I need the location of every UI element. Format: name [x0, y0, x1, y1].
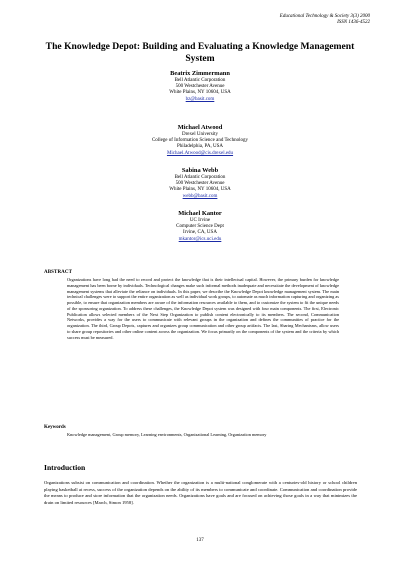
introduction-text: Organizations subsist on communication and coordination. Whether the organization is a multi-national conglomerate with a centuries-old history or school children playing basketball at recess, success of the organization depends on the ability of its members to communicate and coordinate. Communication and coordination provide the means to produce and store information that the organization needs. Organizations have goals and are focused on achieving those goals in a way that minimizes the drain on limited resources [March, Simon 1958].	[44, 480, 357, 505]
affiliation-line: Philadelphia, PA, USA	[177, 144, 223, 150]
author-block	[60, 70, 340, 103]
author-name: Beatrix Zimmermann	[170, 70, 230, 77]
running-head	[280, 14, 370, 27]
author-name: Michael Kantor	[178, 210, 222, 217]
author-block	[60, 124, 340, 157]
issn: ISSN 1436-4522	[337, 20, 370, 26]
affiliation-line: College of Information Science and Technology	[151, 138, 249, 144]
affiliation-line: White Plains, NY 10604, USA	[169, 90, 231, 96]
author-email-link[interactable]: mkantor@ics.uci.edu	[178, 236, 222, 242]
affiliation-line: Bell Atlantic Corporation	[174, 175, 226, 180]
author-name: Michael Atwood	[177, 124, 223, 131]
author-block	[60, 167, 340, 200]
affiliation-line: Drexel University	[182, 132, 218, 137]
author-email-link[interactable]: webb@basit.com	[182, 193, 218, 199]
affiliation-line: White Plains, NY 10604, USA	[169, 187, 231, 193]
keywords-heading: Keywords	[44, 425, 66, 430]
page-number: 137	[196, 538, 204, 543]
affiliation-line: 500 Westchester Avenue	[175, 181, 225, 187]
introduction-heading: Introduction	[44, 463, 86, 472]
affiliation-line: Computer Science Dept	[176, 224, 224, 230]
author-name: Sabina Webb	[181, 167, 219, 174]
affiliation-line: Irvine, CA, USA	[183, 230, 217, 236]
affiliation-line: Bell Atlantic Corporation	[174, 78, 226, 83]
author-email-link[interactable]: bz@basit.com	[185, 96, 215, 102]
author-block	[60, 210, 340, 243]
author-email-link[interactable]: Michael.Atwood@cis.drexel.edu	[166, 150, 234, 156]
abstract-text: Organizations have long had the need to record and protect the knowledge that is their intellectual capital. However, the primary burden for knowledge management has been borne by individuals. Technological changes make such informal methods inadequate and necessitate the development of knowledge management systems that alleviate the reliance on individuals. In this paper, we describe the Knowledge Depot knowledge management system. The main technical challenges were to support the entire organization as well as individual work groups, to automate as much information capturing and organizing as possible, to ensure that organization members are aware of the information resources available to them, and to customize the system to fit the unique needs of the sponsoring organization. To address these challenges, the Knowledge Depot system was designed with four main components. The first, Electronic Publication allows selected members of the Next Step Organization to publish content electronically to its members. The second, Communication Networks, provides a way for the users to communicate with relevant groups in the organization and defines the communities of practice for the organization. The third, Group Depots, captures and organizes group communication and other group artifacts. The last, Sharing Mechanisms, allow users to share group repositories and other online content across the organization. We focus primarily on the components of the system and the criteria by which success must be measured.	[67, 277, 339, 340]
affiliation-line: UC Irvine	[189, 218, 211, 223]
keywords-text: Knowledge management, Group memory, Learning environments, Organizational Learning, Organization memory	[67, 432, 267, 437]
journal-citation: Educational Technology & Society 3(3) 2000	[279, 14, 370, 19]
affiliation-line: 500 Westchester Avenue	[175, 84, 225, 90]
paper-title: The Knowledge Depot: Building and Evaluating a Knowledge Management System	[45, 41, 355, 64]
abstract-heading: ABSTRACT	[44, 270, 73, 275]
